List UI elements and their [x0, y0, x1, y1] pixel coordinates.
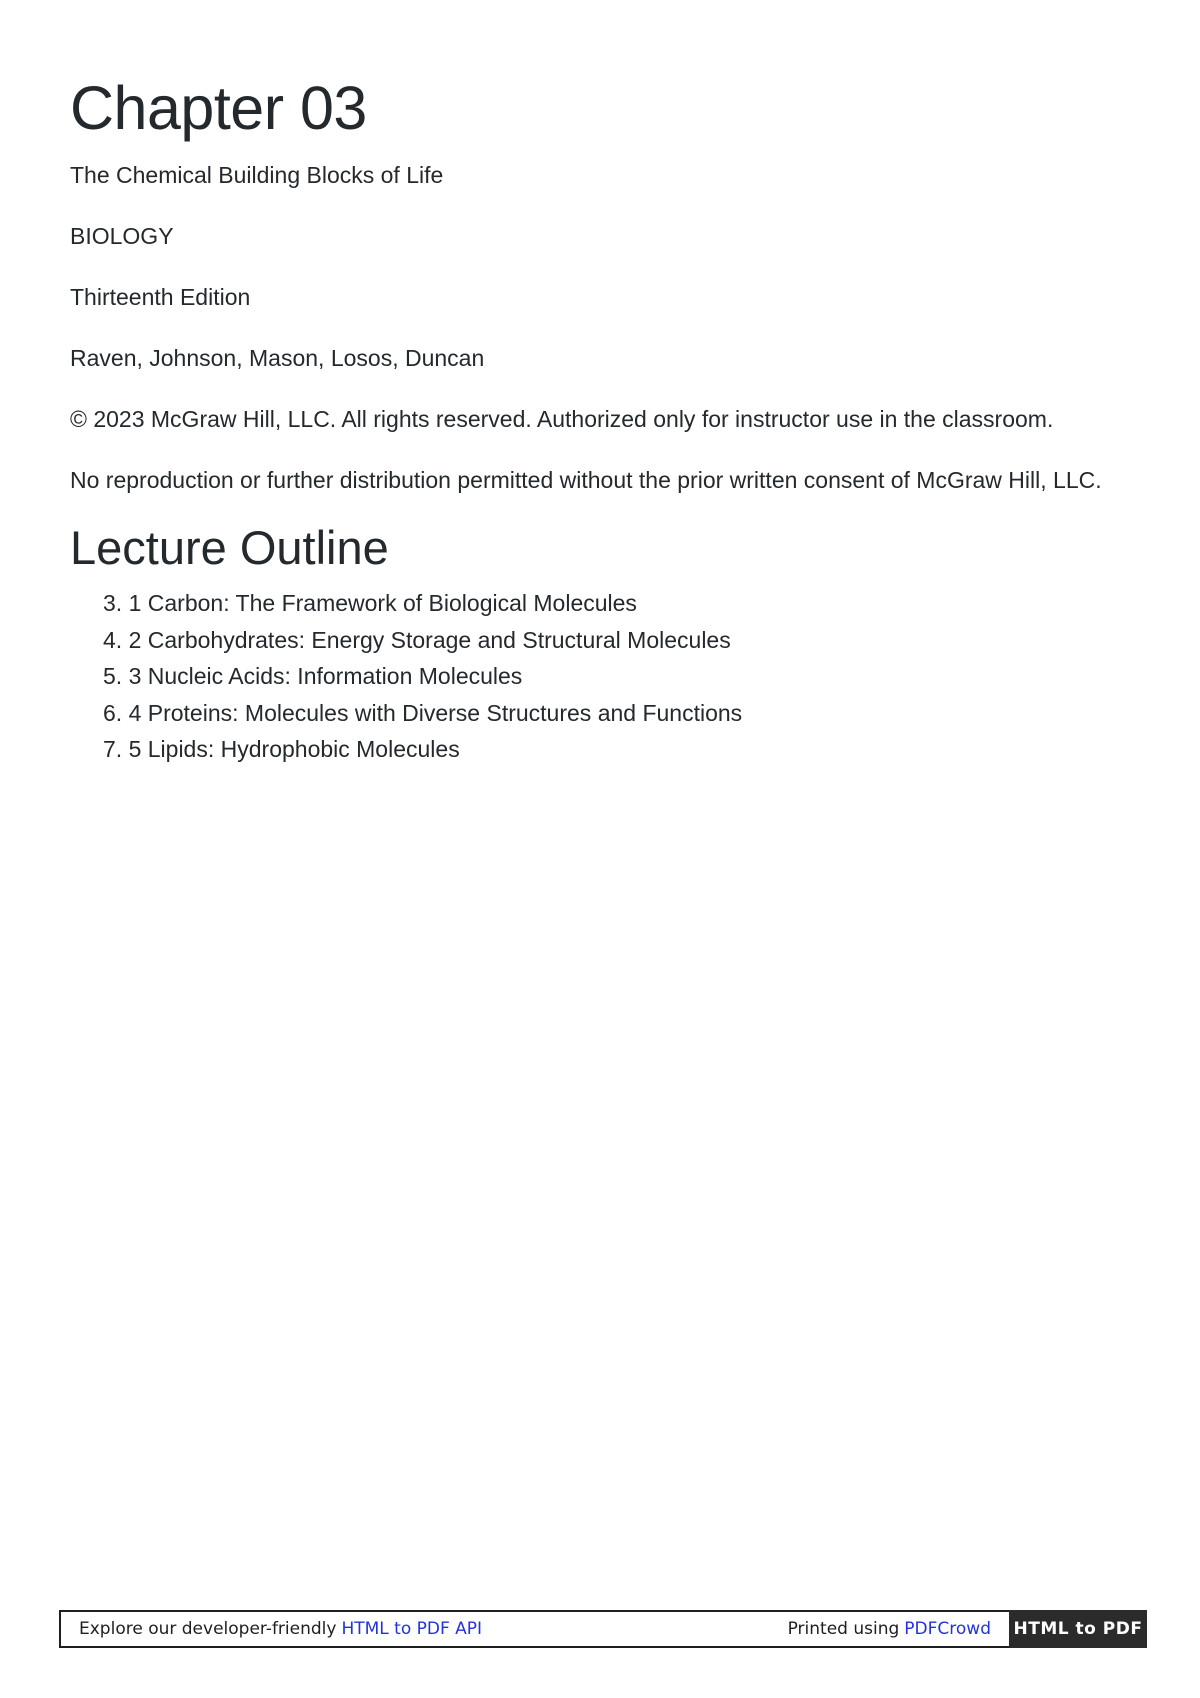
outline-item: 7. 5 Lipids: Hydrophobic Molecules	[103, 736, 460, 762]
pdfcrowd-link[interactable]: PDFCrowd	[904, 1619, 991, 1639]
outline-item: 5. 3 Nucleic Acids: Information Molecules	[103, 663, 523, 689]
footer-printed	[788, 1612, 1009, 1646]
outline-item: 3. 1 Carbon: The Framework of Biological Molecules	[103, 590, 637, 616]
chapter-subtitle: The Chemical Building Blocks of Life	[70, 162, 444, 188]
distribution-notice: No reproduction or further distribution permitted without the prior written consent of McGraw Hill, LLC.	[70, 467, 1102, 493]
lecture-outline-heading: Lecture Outline	[70, 521, 389, 574]
outline-item: 4. 2 Carbohydrates: Energy Storage and Structural Molecules	[103, 626, 731, 653]
html-to-pdf-badge[interactable]: HTML to PDF	[1009, 1610, 1147, 1648]
pdfcrowd-footer	[59, 1610, 1147, 1648]
edition: Thirteenth Edition	[70, 284, 251, 310]
footer-explore	[61, 1612, 788, 1646]
footer-explore-text: Explore our developer-friendly	[79, 1619, 337, 1639]
document-page	[70, 0, 1130, 768]
outline-item: 6. 4 Proteins: Molecules with Diverse Structures and Functions	[103, 699, 743, 726]
lecture-outline-list	[70, 585, 1130, 768]
html-to-pdf-api-link[interactable]: HTML to PDF API	[341, 1619, 483, 1639]
copyright-notice: © 2023 McGraw Hill, LLC. All rights reserved. Authorized only for instructor use in the classroom.	[70, 406, 1054, 432]
authors: Raven, Johnson, Mason, Losos, Duncan	[70, 345, 485, 371]
book-title: BIOLOGY	[70, 223, 174, 249]
footer-printed-text: Printed using	[787, 1619, 900, 1639]
chapter-title: Chapter 03	[70, 74, 367, 142]
